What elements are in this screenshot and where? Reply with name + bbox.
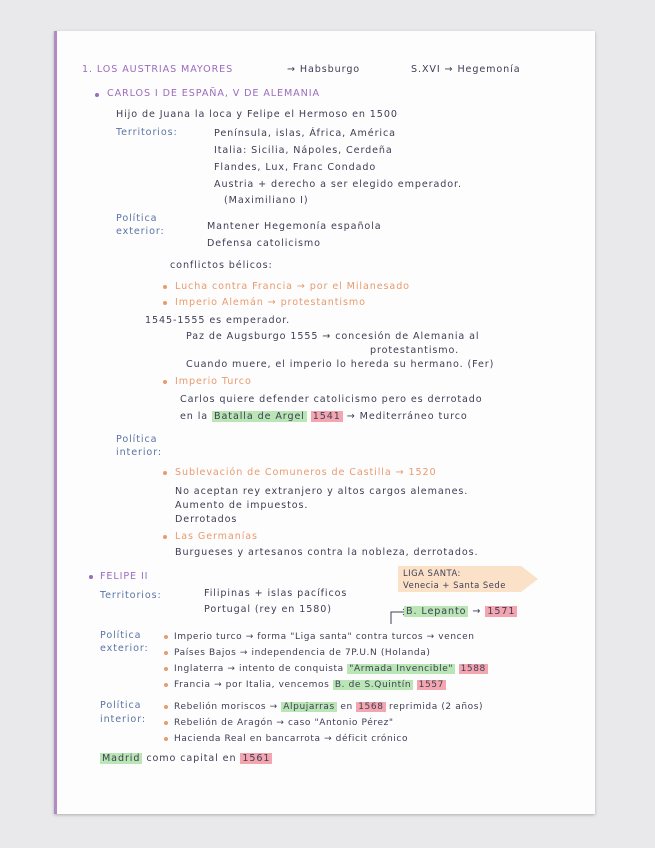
territorios-label: Territorios: bbox=[116, 127, 178, 138]
habsburgo-note: → Habsburgo bbox=[287, 64, 361, 75]
madrid-line bbox=[100, 753, 272, 765]
argel-year: 1541 bbox=[312, 411, 341, 422]
ext-francia bbox=[174, 679, 446, 691]
territorio-item: Austria + derecho a ser elegido emperador. bbox=[214, 179, 462, 190]
madrid-year: 1561 bbox=[242, 753, 271, 764]
unit-title: 1. LOS AUSTRIAS MAYORES bbox=[82, 64, 234, 75]
comuneros-note: No aceptan rey extranjero y altos cargos alemanes. bbox=[175, 486, 469, 497]
bullet-dot bbox=[164, 651, 168, 655]
bullet-dot bbox=[95, 93, 99, 97]
bullet-dot bbox=[163, 301, 167, 305]
politica-interior-label: interior: bbox=[116, 447, 162, 458]
germanias-note: Burgueses y artesanos contra la nobleza, derrotados. bbox=[175, 547, 479, 558]
int-aragon: Rebelión de Aragón → caso "Antonio Pérez" bbox=[174, 718, 394, 728]
bullet-dot bbox=[164, 705, 168, 709]
argel-line bbox=[180, 411, 468, 423]
comuneros: Sublevación de Comuneros de Castilla → 1520 bbox=[175, 467, 437, 478]
felipe-politica-interior-label: interior: bbox=[100, 714, 146, 725]
siglo-note: S.XVI → Hegemonía bbox=[411, 64, 521, 75]
argel-pre: en la bbox=[180, 411, 209, 422]
felipe-politica-interior-label: Política bbox=[100, 700, 142, 711]
pol-ext-item: Mantener Hegemonía española bbox=[207, 221, 382, 232]
turco-note: Carlos quiere defender catolicismo pero es derrotado bbox=[180, 394, 483, 405]
int-moriscos bbox=[174, 701, 483, 713]
herencia-note: Cuando muere, el imperio lo hereda su hermano. (Fer) bbox=[186, 359, 495, 370]
felipe-territorio: Filipinas + islas pacíficos bbox=[204, 588, 348, 599]
territorio-item: Península, islas, África, América bbox=[214, 128, 396, 139]
lepanto-line: B. Lepanto → 1571 bbox=[406, 606, 516, 617]
alpujarras-year: 1568 bbox=[358, 702, 384, 712]
argel-post: → Mediterráneo turco bbox=[346, 411, 468, 422]
comuneros-note: Aumento de impuestos. bbox=[175, 500, 309, 511]
bullet-dot bbox=[164, 683, 168, 687]
page-margin-stripe bbox=[54, 31, 57, 814]
bullet-dot bbox=[164, 635, 168, 639]
alpujarras: Alpujarras bbox=[283, 702, 335, 712]
liga-santa-members: Venecia + Santa Sede bbox=[403, 580, 506, 590]
liga-santa-label: LIGA SANTA: bbox=[403, 568, 461, 578]
felipe-politica-exterior-label: Política bbox=[100, 630, 142, 641]
bullet-dot bbox=[164, 721, 168, 725]
emperador-note: 1545-1555 es emperador. bbox=[145, 315, 291, 326]
san-quintin: B. de S.Quintín bbox=[334, 680, 412, 690]
armada-invencible: "Armada Invencible" bbox=[349, 664, 454, 674]
pol-ext-item: Defensa catolicismo bbox=[207, 238, 321, 249]
politica-exterior-label: exterior: bbox=[116, 226, 165, 237]
carlos-intro: Hijo de Juana la loca y Felipe el Hermoso en 1500 bbox=[116, 109, 398, 120]
carlos-title: CARLOS I DE ESPAÑA, V DE ALEMANIA bbox=[107, 88, 320, 99]
francia-pre: Francia → por Italia, vencemos bbox=[174, 680, 330, 690]
bullet-dot bbox=[163, 535, 167, 539]
territorio-item: Flandes, Lux, Franc Condado bbox=[214, 162, 377, 173]
conflicto-aleman: Imperio Alemán → protestantismo bbox=[175, 297, 366, 308]
moriscos-post: reprimida (2 años) bbox=[389, 702, 484, 712]
armada-year: 1588 bbox=[460, 664, 486, 674]
batalla-argel: Batalla de Argel bbox=[214, 411, 305, 422]
politica-exterior-label: Política bbox=[116, 213, 158, 224]
lepanto-year: 1571 bbox=[487, 606, 516, 617]
ext-paises-bajos: Países Bajos → independencia de 7P.U.N (Holanda) bbox=[174, 648, 431, 658]
ext-turco: Imperio turco → forma "Liga santa" contra turcos → vencen bbox=[174, 632, 475, 642]
inglaterra-pre: Inglaterra → intento de conquista bbox=[174, 664, 344, 674]
conflicto-turco: Imperio Turco bbox=[175, 376, 252, 387]
bullet-dot bbox=[163, 285, 167, 289]
territorio-item: (Maximiliano I) bbox=[224, 195, 309, 206]
madrid-mid: como capital en bbox=[146, 753, 237, 764]
moriscos-pre: Rebelión moriscos → bbox=[174, 702, 278, 712]
bullet-dot bbox=[164, 667, 168, 671]
territorio-item: Italia: Sicilia, Nápoles, Cerdeña bbox=[214, 145, 393, 156]
felipe-territorios-label: Territorios: bbox=[100, 590, 162, 601]
conflicto-francia: Lucha contra Francia → por el Milanesado bbox=[175, 281, 410, 292]
politica-interior-label: Política bbox=[116, 434, 158, 445]
bullet-dot bbox=[163, 471, 167, 475]
san-quintin-year: 1557 bbox=[418, 680, 444, 690]
comuneros-note: Derrotados bbox=[175, 514, 238, 525]
germanias: Las Germanías bbox=[175, 531, 258, 542]
batalla-lepanto: B. Lepanto bbox=[406, 606, 467, 617]
felipe-territorio: Portugal (rey en 1580) bbox=[204, 604, 332, 615]
madrid: Madrid bbox=[102, 753, 141, 764]
moriscos-mid: en bbox=[340, 702, 353, 712]
felipe-politica-exterior-label: exterior: bbox=[100, 643, 149, 654]
ext-inglaterra bbox=[174, 663, 488, 675]
bullet-dot bbox=[163, 380, 167, 384]
int-hacienda: Hacienda Real en bancarrota → déficit crónico bbox=[174, 734, 409, 744]
conflictos-heading: conflictos bélicos: bbox=[170, 260, 273, 271]
bullet-dot bbox=[164, 737, 168, 741]
felipe-title: FELIPE II bbox=[100, 571, 149, 582]
augsburgo-note: Paz de Augsburgo 1555 → concesión de Alemania al bbox=[186, 331, 480, 342]
augsburgo-note-cont: protestantismo. bbox=[370, 345, 460, 356]
bullet-dot bbox=[89, 575, 93, 579]
